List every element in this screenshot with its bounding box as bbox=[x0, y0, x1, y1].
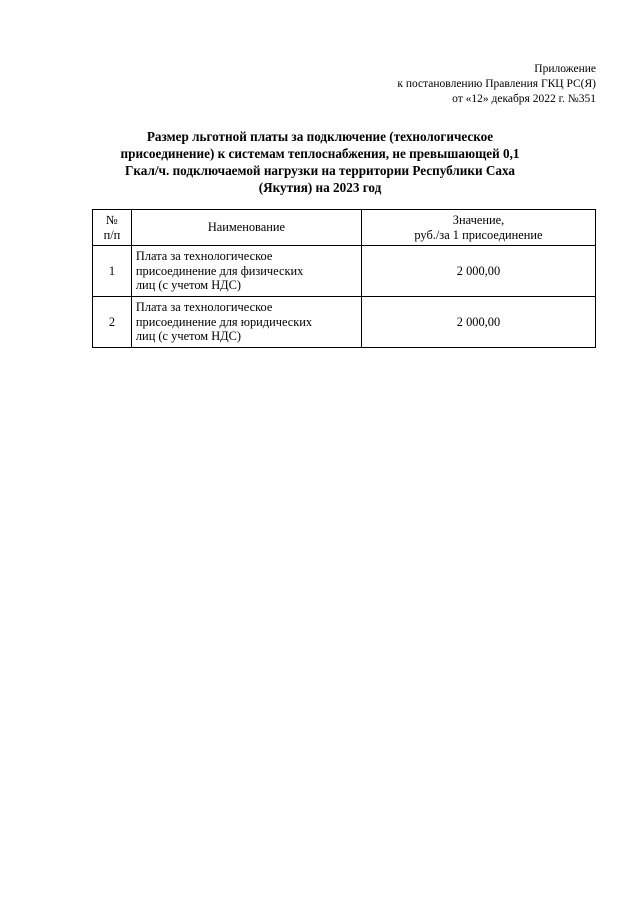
appendix-line-3: от «12» декабря 2022 г. №351 bbox=[452, 93, 596, 105]
header-name-label: Наименование bbox=[207, 220, 286, 235]
document-title bbox=[96, 128, 544, 196]
header-num-line-1: № bbox=[106, 213, 118, 227]
table-header-row bbox=[93, 210, 596, 246]
table-row bbox=[93, 297, 596, 348]
header-value bbox=[361, 210, 595, 246]
title-line-1: Размер льготной платы за подключение (технологическое bbox=[146, 129, 494, 144]
table-row bbox=[93, 246, 596, 297]
row-name-line-3: лиц (с учетом НДС) bbox=[135, 329, 242, 344]
header-name bbox=[131, 210, 361, 246]
row-name-line-2: присоединение для юридических bbox=[135, 314, 313, 329]
row-num: 1 bbox=[93, 246, 132, 297]
tariff-table bbox=[92, 209, 596, 348]
row-value: 2 000,00 bbox=[361, 297, 595, 348]
row-name-line-2: присоединение для физических bbox=[135, 263, 304, 278]
row-name bbox=[131, 297, 361, 348]
title-line-3: Гкал/ч. подключаемой нагрузки на территории Республики Саха bbox=[124, 163, 516, 178]
header-value-line-2: руб./за 1 присоединение bbox=[414, 227, 543, 242]
appendix-note bbox=[397, 62, 596, 107]
row-name-line-1: Плата за технологическое bbox=[135, 249, 273, 264]
header-value-line-1: Значение, bbox=[452, 213, 505, 227]
header-num-line-2: п/п bbox=[103, 227, 121, 242]
row-num: 2 bbox=[93, 297, 132, 348]
row-name bbox=[131, 246, 361, 297]
header-num bbox=[93, 210, 132, 246]
title-line-2: присоединение) к системам теплоснабжения, не превышающей 0,1 bbox=[120, 146, 520, 161]
row-value: 2 000,00 bbox=[361, 246, 595, 297]
title-line-4: (Якутия) на 2023 год bbox=[258, 180, 382, 195]
row-name-line-1: Плата за технологическое bbox=[135, 300, 273, 315]
appendix-line-1: Приложение bbox=[534, 63, 596, 75]
appendix-line-2: к постановлению Правления ГКЦ РС(Я) bbox=[397, 78, 596, 90]
row-name-line-3: лиц (с учетом НДС) bbox=[135, 278, 242, 293]
